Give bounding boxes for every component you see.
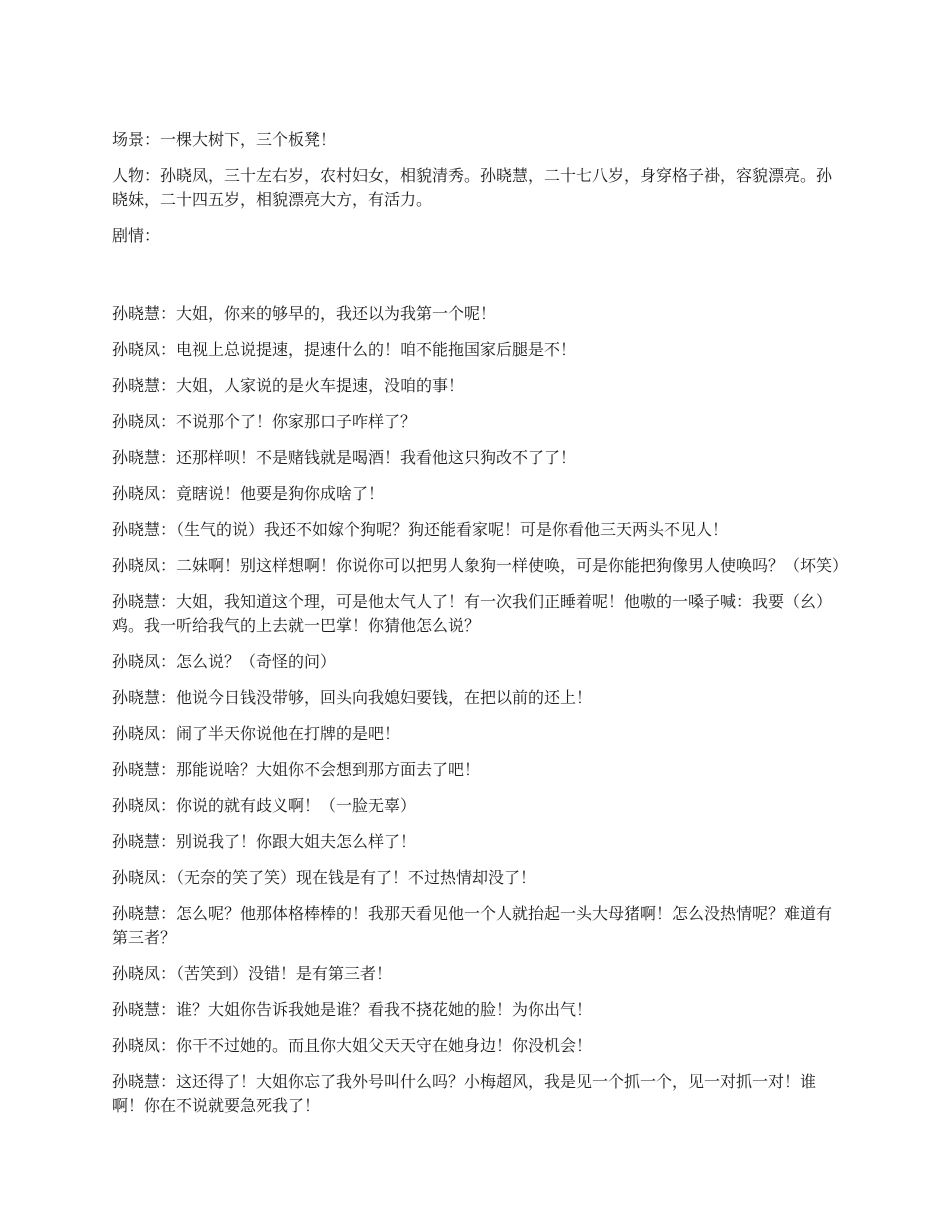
dialogue-line: 孙晓慧：还那样呗！不是赌钱就是喝酒！我看他这只狗改不了了！ [112, 448, 577, 467]
dialogue-line: 孙晓凤：你说的就有歧义啊！（一脸无辜） [112, 796, 417, 815]
dialogue-line: 孙晓凤：电视上总说提速，提速什么的！咱不能拖国家后腿是不！ [112, 340, 577, 359]
dialogue-line: 孙晓慧：别说我了！你跟大姐夫怎么样了！ [112, 832, 417, 851]
dialogue-line: 孙晓凤：竟瞎说！他要是狗你成啥了！ [112, 484, 385, 503]
dialogue-line: 孙晓凤：二妹啊！别这样想啊！你说你可以把男人象狗一样使唤，可是你能把狗像男人使唤吗？（坏笑） [112, 556, 849, 575]
dialogue-line: 孙晓凤：闹了半天你说他在打牌的是吧！ [112, 724, 401, 743]
section-gap [112, 260, 847, 302]
dialogue-line: 孙晓慧：这还得了！大姐你忘了我外号叫什么吗？小梅超风，我是见一个抓一个，见一对抓一对！谁啊！你在不说就要急死我了！ [112, 1072, 817, 1115]
scene-setting: 场景：一棵大树下，三个板凳！ [112, 130, 337, 149]
characters-description: 人物：孙晓凤，三十左右岁，农村妇女，相貌清秀。孙晓慧，二十七八岁，身穿格子褂，容貌漂亮。孙晓妹，二十四五岁，相貌漂亮大方，有活力。 [112, 166, 833, 209]
dialogue-line: 孙晓慧：大姐，我知道这个理，可是他太气人了！有一次我们正睡着呢！他嗷的一嗓子喊：我要（幺）鸡。我一听给我气的上去就一巴掌！你猜他怎么说？ [112, 592, 833, 635]
dialogue-list [112, 302, 847, 1118]
dialogue-line: 孙晓凤：你干不过她的。而且你大姐父天天守在她身边！你没机会！ [112, 1036, 593, 1055]
document-page [112, 128, 847, 1130]
dialogue-line: 孙晓慧：（生气的说）我还不如嫁个狗呢？狗还能看家呢！可是你看他三天两头不见人！ [112, 520, 729, 539]
dialogue-line: 孙晓凤：（无奈的笑了笑）现在钱是有了！不过热情却没了！ [112, 868, 537, 887]
dialogue-line: 孙晓慧：他说今日钱没带够，回头向我媳妇要钱，在把以前的还上！ [112, 688, 593, 707]
dialogue-line: 孙晓凤：（苦笑到）没错！是有第三者！ [112, 964, 393, 983]
dialogue-line: 孙晓慧：怎么呢？他那体格棒棒的！我那天看见他一个人就抬起一头大母猪啊！怎么没热情呢？难道有第三者？ [112, 904, 833, 947]
plot-heading: 剧情： [112, 226, 161, 245]
dialogue-line: 孙晓慧：大姐，人家说的是火车提速，没咱的事！ [112, 376, 465, 395]
dialogue-line: 孙晓慧：那能说啥？大姐你不会想到那方面去了吧！ [112, 760, 481, 779]
dialogue-line: 孙晓慧：谁？大姐你告诉我她是谁？看我不挠花她的脸！为你出气！ [112, 1000, 593, 1019]
dialogue-line: 孙晓凤：怎么说？（奇怪的问） [112, 652, 337, 671]
dialogue-line: 孙晓凤：不说那个了！你家那口子咋样了？ [112, 412, 417, 431]
dialogue-line: 孙晓慧：大姐，你来的够早的，我还以为我第一个呢！ [112, 304, 497, 323]
